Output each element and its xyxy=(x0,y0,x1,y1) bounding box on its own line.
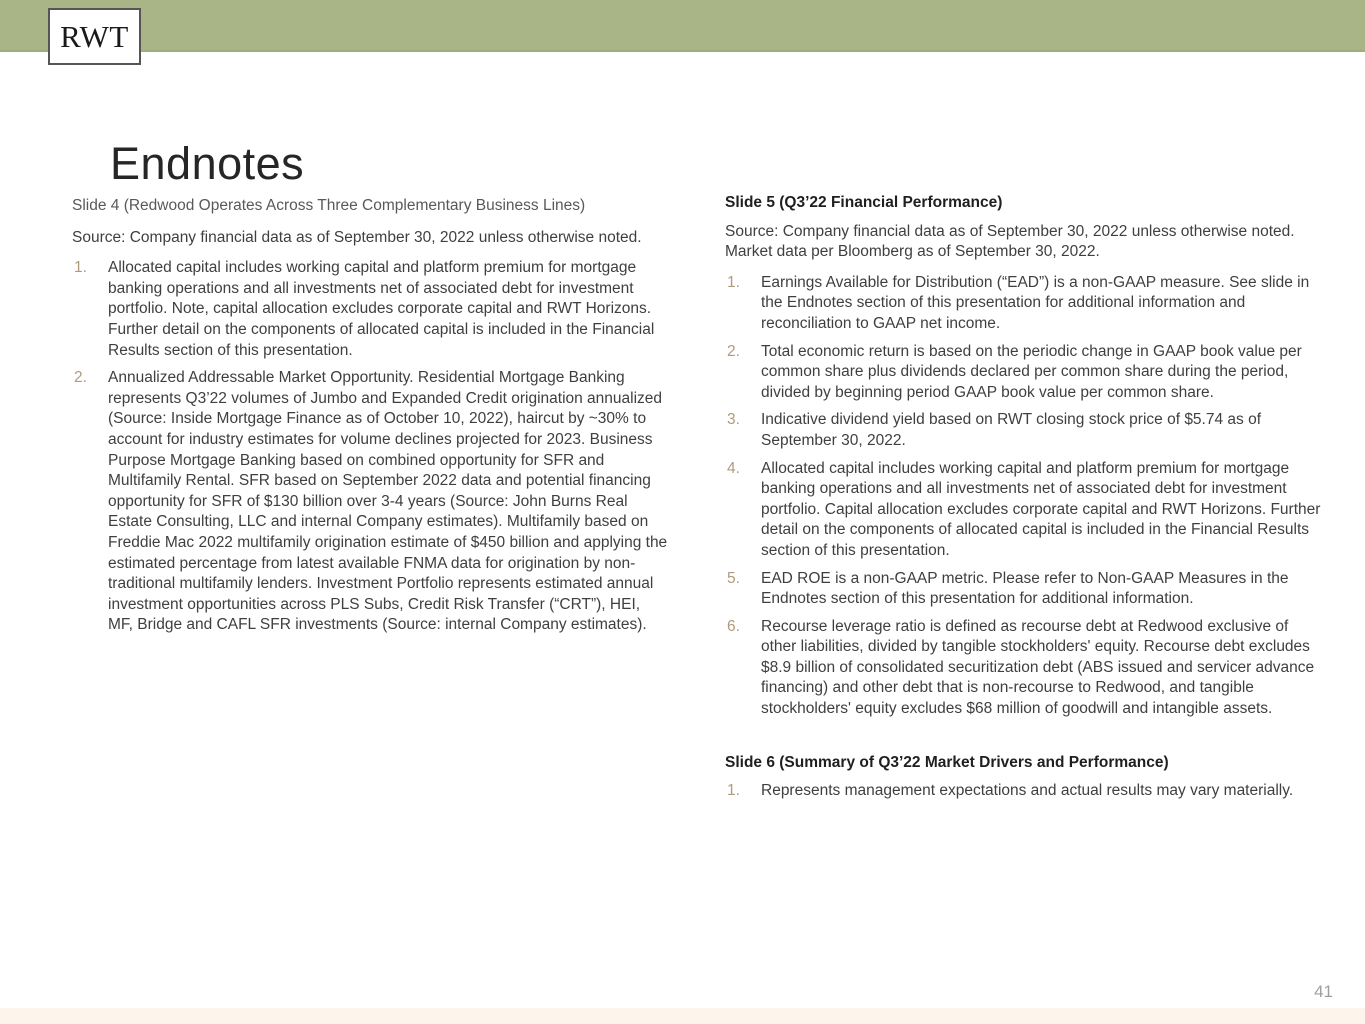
endnote-number: 3. xyxy=(727,411,740,429)
endnote-number: 1. xyxy=(727,273,740,291)
endnotes-section-slide6 xyxy=(725,753,1323,802)
endnote-text: Allocated capital includes working capital and platform premium for mortgage banking operations and all investments net of associated debt for investment portfolio. Note, capital allocation excludes corporate capital and RWT Horizons. Further detail on the components of allocated capital is included in the Financial Results section of this presentation. xyxy=(108,259,655,359)
endnote-item xyxy=(725,273,1323,335)
footer-bar xyxy=(0,1008,1365,1024)
endnote-item xyxy=(725,459,1323,562)
source-note: Source: Company financial data as of September 30, 2022 unless otherwise noted. xyxy=(72,228,642,246)
endnotes-section-slide4 xyxy=(72,196,668,636)
endnote-number: 1. xyxy=(74,259,87,277)
page-number: 41 xyxy=(1314,982,1333,1001)
endnote-text: Indicative dividend yield based on RWT closing stock price of $5.74 as of September 30, 2022. xyxy=(761,411,1262,449)
endnote-number: 4. xyxy=(727,459,740,477)
endnote-text: Recourse leverage ratio is defined as recourse debt at Redwood exclusive of other liabilities, divided by tangible stockholders' equity. Recourse debt excludes $8.9 billion of consolidated securitization debt (ABS issued and servicer advance financing) and other debt that is non-recourse to Redwood, and tangible stockholders' equity excludes $68 million of goodwill and intangible assets. xyxy=(761,617,1315,718)
source-note: Source: Company financial data as of September 30, 2022 unless otherwise noted. Market data per Bloomberg as of September 30, 2022. xyxy=(725,222,1295,261)
endnote-item xyxy=(725,410,1323,451)
section-heading: Slide 6 (Summary of Q3’22 Market Drivers and Performance) xyxy=(725,753,1169,771)
endnotes-section-slide5 xyxy=(725,193,1323,720)
endnote-text: Represents management expectations and actual results may vary materially. xyxy=(761,782,1294,800)
left-column xyxy=(72,196,668,643)
section-heading: Slide 5 (Q3’22 Financial Performance) xyxy=(725,194,1003,211)
endnote-number: 2. xyxy=(74,369,87,387)
section-heading: Slide 4 (Redwood Operates Across Three Complementary Business Lines) xyxy=(72,197,586,214)
endnote-text: Allocated capital includes working capital and platform premium for mortgage banking operations and all investments net of associated debt for investment portfolio. Capital allocation excludes corporate capital and RWT Horizons. Further detail on the components of allocated capital is included in the Financial Results section of this presentation. xyxy=(761,459,1321,559)
endnote-text: Annualized Addressable Market Opportunity. Residential Mortgage Banking represents Q3’22 volumes of Jumbo and Expanded Credit origination annualized (Source: Inside Mortgage Finance as of October 10, 2022), haircut by ~30% to account for industry estimates for volume declines projected for 2023. Business Purpose Mortgage Banking based on combined opportunity for SFR and Multifamily Rental. SFR based on September 2022 data and potential financing opportunity for SFR of $130 billion over 3-4 years (Source: John Burns Real Estate Consulting, LLC and internal Company estimates). Multifamily based on Freddie Mac 2022 multifamily origination estimate of $450 billion and applying the estimated percentage from latest available FNMA data for origination by non-traditional multifamily lenders. Investment Portfolio represents estimated annual investment opportunities across PLS Subs, Credit Risk Transfer (“CRT”), HEI, MF, Bridge and CAFL SFR investments (Source: internal Company estimates). xyxy=(108,369,668,634)
endnote-number: 2. xyxy=(727,342,740,360)
endnote-item xyxy=(725,781,1323,802)
endnote-text: Earnings Available for Distribution (“EAD”) is a non-GAAP measure. See slide in the Endnotes section of this presentation for additional information and reconciliation to GAAP net income. xyxy=(761,273,1310,332)
endnote-item xyxy=(725,342,1323,404)
right-column xyxy=(725,193,1323,809)
endnote-number: 5. xyxy=(727,569,740,587)
endnote-text: Total economic return is based on the periodic change in GAAP book value per common share plus dividends declared per common share during the period, divided by beginning period GAAP book value per common share. xyxy=(761,342,1302,401)
endnote-number: 1. xyxy=(727,782,740,800)
company-logo xyxy=(48,8,141,65)
header-bar xyxy=(0,0,1365,52)
endnote-item xyxy=(725,569,1323,610)
endnote-item xyxy=(725,617,1323,720)
endnote-item xyxy=(72,258,668,361)
page-title: Endnotes xyxy=(110,138,305,190)
company-logo-text: RWT xyxy=(60,18,129,54)
endnote-item xyxy=(72,368,668,636)
endnote-text: EAD ROE is a non-GAAP metric. Please refer to Non-GAAP Measures in the Endnotes section of this presentation for additional information. xyxy=(761,569,1289,608)
endnote-number: 6. xyxy=(727,617,740,635)
